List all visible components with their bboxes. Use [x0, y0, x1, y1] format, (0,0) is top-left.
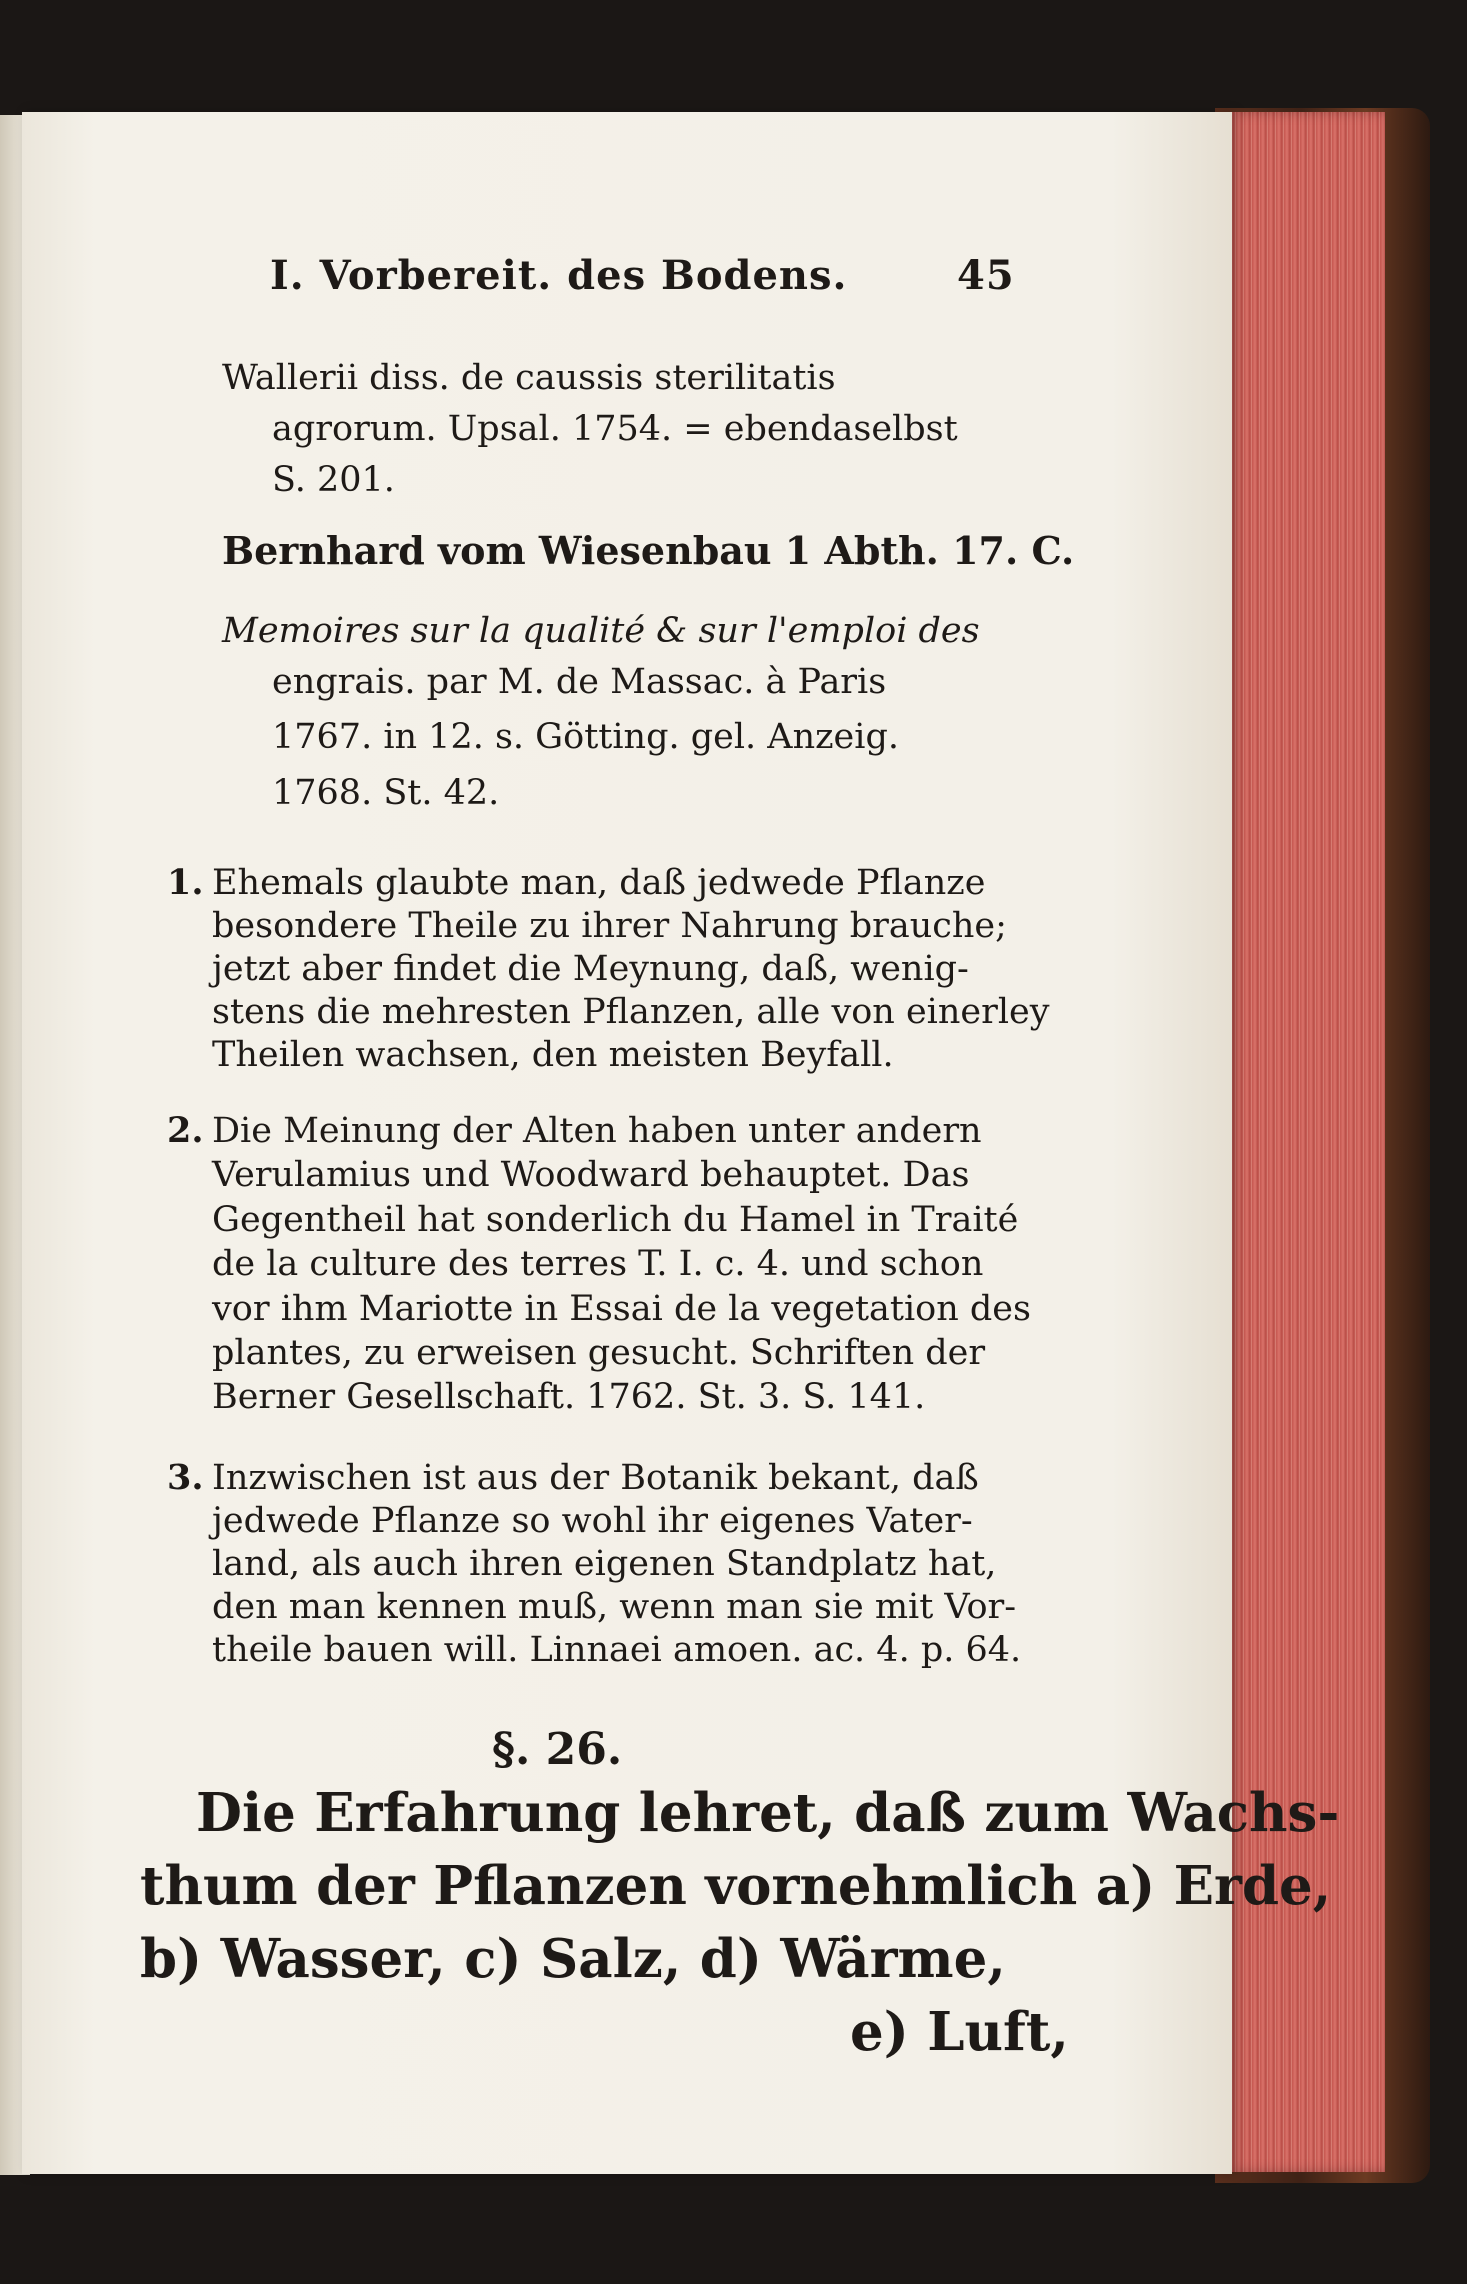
note-line: land, als auch ihren eigenen Standplatz hat, — [212, 1544, 997, 1584]
reference-line: S. 201. — [272, 460, 395, 500]
page-number: 45 — [957, 252, 1015, 299]
section-line: thum der Pflanzen vornehmlich a) Erde, — [140, 1855, 1332, 1917]
note-line: Ehemals glaubte man, daß jedwede Pflanze — [212, 863, 986, 903]
note-line: den man kennen muß, wenn man sie mit Vor- — [212, 1587, 1017, 1627]
section-mark: §. 26. — [492, 1724, 623, 1775]
reference-line: Wallerii diss. de caussis sterilitatis — [222, 358, 836, 398]
note-line: jedwede Pflanze so wohl ihr eigenes Vater- — [212, 1501, 973, 1541]
reference-line: engrais. par M. de Massac. à Paris — [272, 662, 887, 702]
book-page — [22, 112, 1340, 2174]
note-line: besondere Theile zu ihrer Nahrung brauche; — [212, 906, 1007, 946]
note-number: 1. — [167, 862, 204, 903]
note-line: Theilen wachsen, den meisten Beyfall. — [212, 1035, 894, 1075]
reference-line: 1767. in 12. s. Götting. gel. Anzeig. — [272, 717, 899, 757]
reference-line: Memoires sur la qualité & sur l'emploi des — [222, 611, 980, 651]
note-number: 3. — [167, 1457, 204, 1498]
section-line: b) Wasser, c) Salz, d) Wärme, — [140, 1928, 1006, 1990]
section-line: Die Erfahrung lehret, daß zum Wachs- — [196, 1782, 1340, 1844]
note-line: plantes, zu erweisen gesucht. Schriften der — [212, 1333, 986, 1373]
reference-line: 1768. St. 42. — [272, 773, 500, 813]
reference-line: Bernhard vom Wiesenbau 1 Abth. 17. C. — [222, 528, 1075, 573]
reference-line: agrorum. Upsal. 1754. = ebendaselbst — [272, 409, 958, 449]
note-line: Die Meinung der Alten haben unter andern — [212, 1111, 982, 1151]
note-line: stens die mehresten Pflanzen, alle von einerley — [212, 992, 1050, 1032]
note-line: Verulamius und Woodward behauptet. Das — [212, 1155, 970, 1195]
section-line: e) Luft, — [850, 2001, 1069, 2063]
note-line: Inzwischen ist aus der Botanik bekant, daß — [212, 1458, 979, 1498]
note-line: vor ihm Mariotte in Essai de la vegetation des — [212, 1289, 1031, 1329]
note-line: de la culture des terres T. I. c. 4. und schon — [212, 1244, 984, 1284]
note-line: theile bauen will. Linnaei amoen. ac. 4. p. 64. — [212, 1630, 1022, 1670]
note-line: Gegentheil hat sonderlich du Hamel in Traité — [212, 1200, 1019, 1240]
note-line: jetzt aber findet die Meynung, daß, wenig- — [212, 949, 969, 989]
note-number: 2. — [167, 1110, 204, 1151]
note-line: Berner Gesellschaft. 1762. St. 3. S. 141. — [212, 1377, 926, 1417]
running-head: I. Vorbereit. des Bodens. — [270, 252, 848, 299]
